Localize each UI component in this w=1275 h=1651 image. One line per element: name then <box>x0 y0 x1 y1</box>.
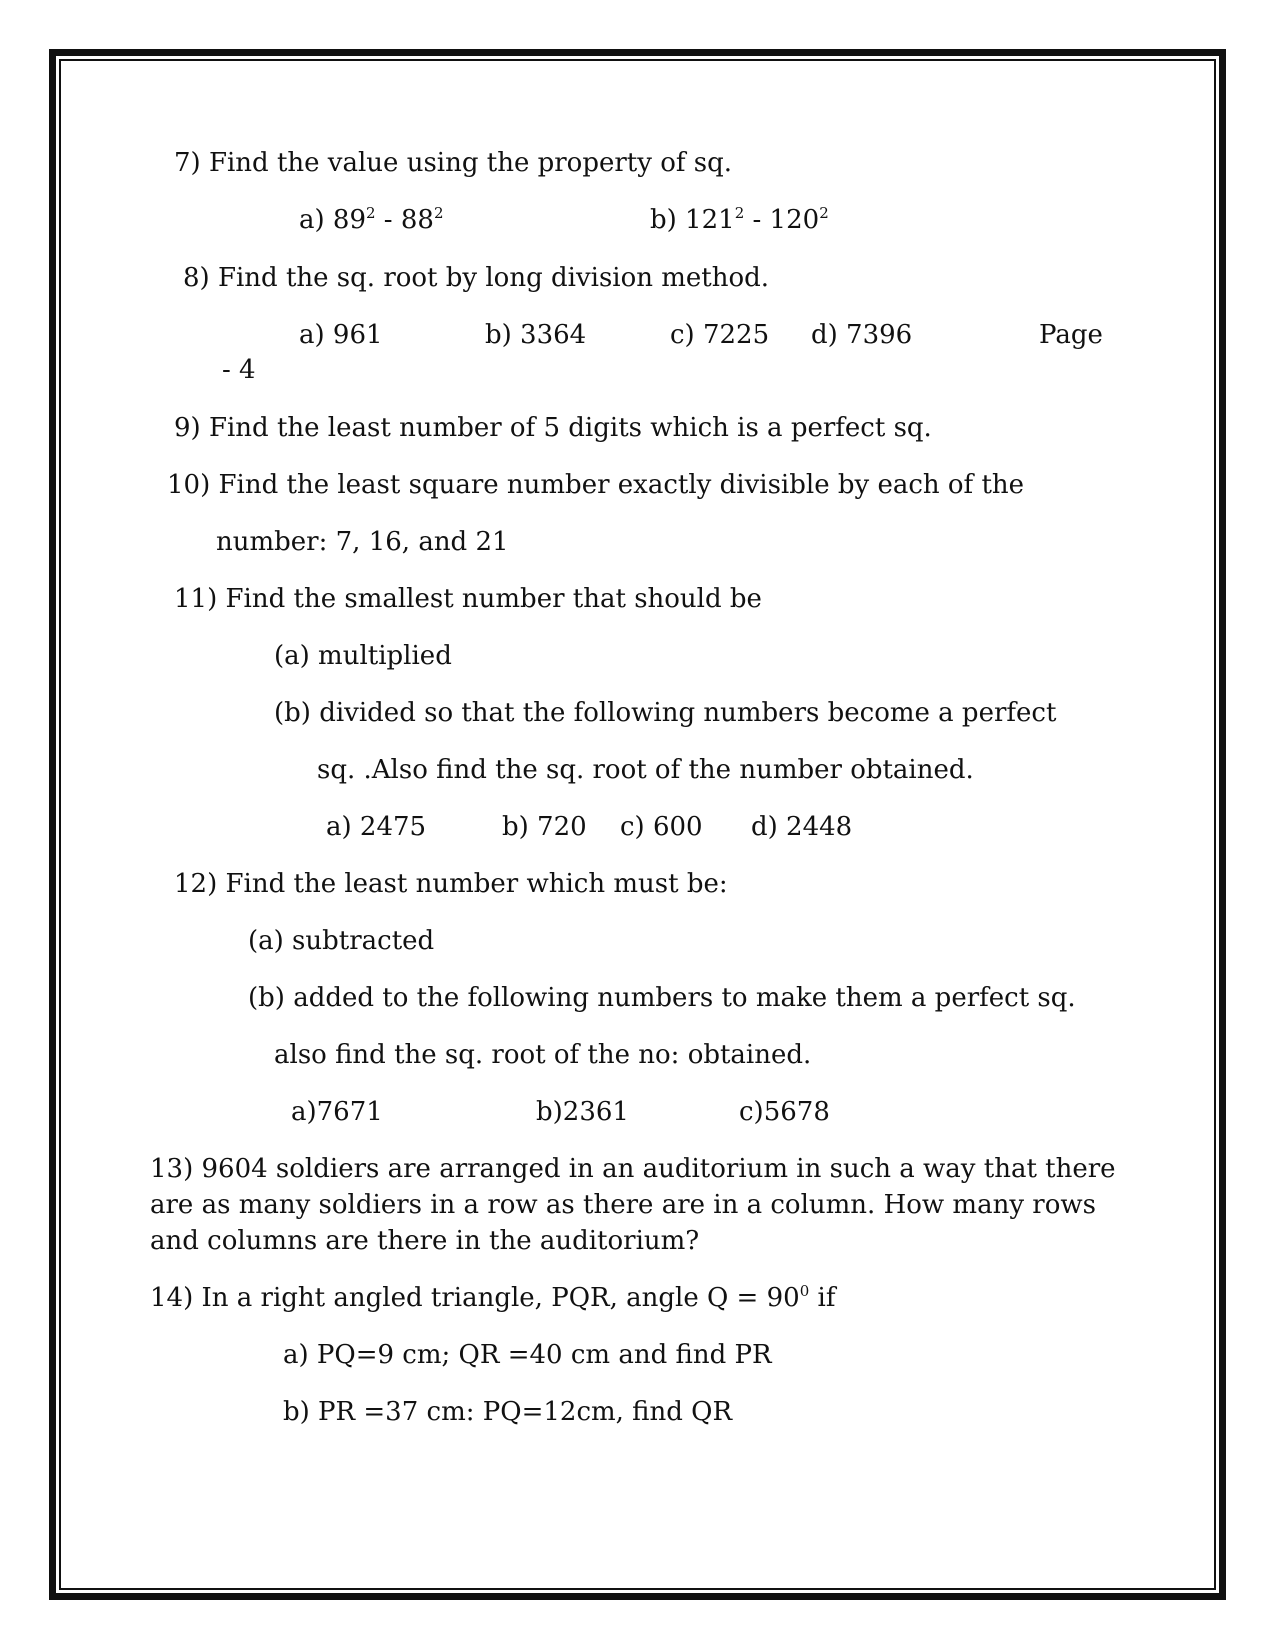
question-8-option-c: c) 7225 <box>670 320 770 350</box>
question-10-line-1: 10) Find the least square number exactly divisible by each of the <box>167 470 1025 500</box>
question-14-part-b: b) PR =37 cm: PQ=12cm, find QR <box>283 1397 733 1427</box>
question-7-option-b: b) $121^2 - 120^2$ <box>650 204 829 235</box>
question-13-line-2: are as many soldiers in a row as there are in a column. How many rows <box>150 1190 1096 1220</box>
question-11-part-b-line-1: (b) divided so that the following numbers become a perfect <box>274 698 1057 728</box>
question-7: 7) Find the value using the property of sq. <box>174 148 732 178</box>
question-8: 8) Find the sq. root by long division method. <box>183 263 770 293</box>
question-7-option-a: a) $89^2 - 88^2$ <box>299 204 444 235</box>
question-8-option-b: b) 3364 <box>485 320 587 350</box>
page-label-word: Page <box>1039 320 1103 350</box>
page-label-number: - 4 <box>222 355 256 385</box>
question-9: 9) Find the least number of 5 digits which is a perfect sq. <box>174 413 932 443</box>
question-8-option-a: a) 961 <box>299 320 383 350</box>
question-12-option-b: b)2361 <box>536 1097 629 1127</box>
question-11-option-b: b) 720 <box>502 812 587 842</box>
question-11-option-c: c) 600 <box>620 812 703 842</box>
question-10-line-2: number: 7, 16, and 21 <box>216 527 509 557</box>
question-13-line-1: 13) 9604 soldiers are arranged in an auditorium in such a way that there <box>150 1154 1116 1184</box>
question-14: 14) In a right angled triangle, PQR, angle $Q = 90^0$ if <box>150 1282 836 1313</box>
question-11-part-b-line-2: sq. .Also find the sq. root of the number obtained. <box>317 755 974 785</box>
question-12-part-a: (a) subtracted <box>248 926 435 956</box>
question-13-line-3: and columns are there in the auditorium? <box>150 1226 700 1256</box>
question-12-part-b-line-1: (b) added to the following numbers to make them a perfect sq. <box>248 983 1076 1013</box>
question-11: 11) Find the smallest number that should be <box>174 584 762 614</box>
question-11-part-a: (a) multiplied <box>274 641 452 671</box>
question-11-option-a: a) 2475 <box>326 812 427 842</box>
question-8-option-d: d) 7396 <box>811 320 913 350</box>
question-12-part-b-line-2: also find the sq. root of the no: obtained. <box>274 1040 812 1070</box>
question-12: 12) Find the least number which must be: <box>174 869 728 899</box>
question-12-option-a: a)7671 <box>291 1097 383 1127</box>
question-12-option-c: c)5678 <box>739 1097 830 1127</box>
question-11-option-d: d) 2448 <box>751 812 853 842</box>
question-14-part-a: a) PQ=9 cm; QR =40 cm and find PR <box>283 1340 772 1370</box>
